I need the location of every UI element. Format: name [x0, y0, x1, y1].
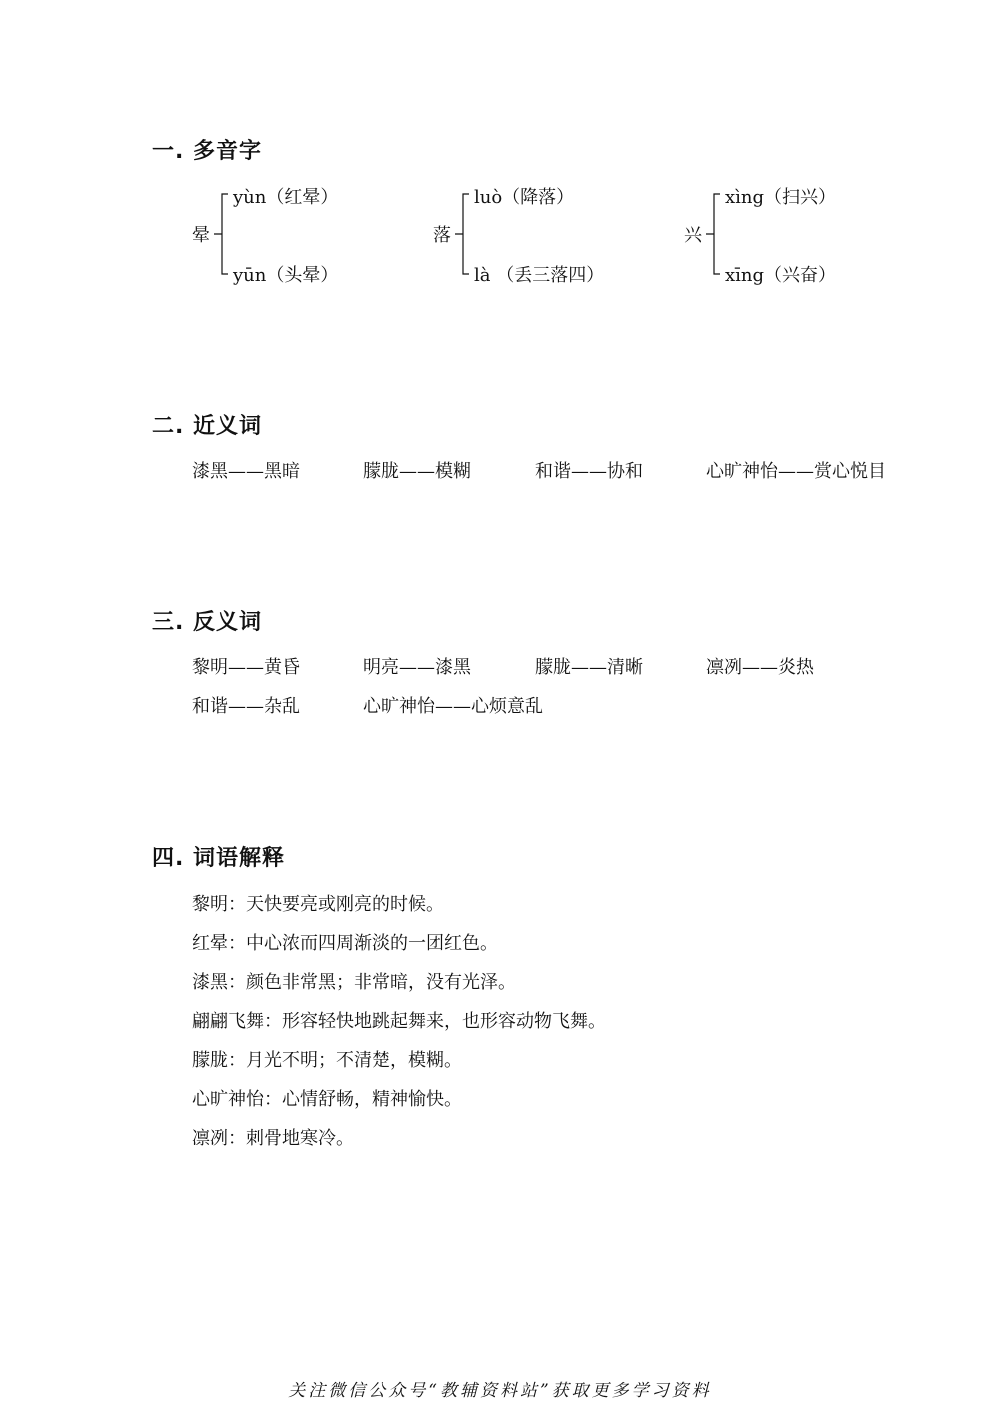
- pinyin-reading-bottom: yūn（头晕）: [233, 265, 339, 286]
- pinyin-reading-top: yùn（红晕）: [233, 187, 339, 208]
- pinyin-reading-top: xìng（扫兴）: [725, 187, 837, 208]
- antonym-pair: 凛冽——炎热: [706, 657, 814, 678]
- definition-item: 凛冽：刺骨地寒冷。: [192, 1128, 354, 1149]
- brace-icon: [453, 190, 471, 282]
- antonym-pair: 朦胧——清晰: [535, 657, 643, 678]
- antonym-pair: 明亮——漆黑: [363, 657, 471, 678]
- definition-item: 红晕：中心浓而四周渐淡的一团红色。: [192, 933, 498, 954]
- section-title-polyphonic: 一. 多音字: [152, 139, 263, 164]
- definition-item: 翩翩飞舞：形容轻快地跳起舞来，也形容动物飞舞。: [192, 1011, 606, 1032]
- antonym-pair: 心旷神怡——心烦意乱: [363, 696, 543, 717]
- polyphonic-char: 兴: [684, 225, 702, 246]
- pinyin-reading-bottom: xīng（兴奋）: [725, 265, 837, 286]
- synonym-pair: 和谐——协和: [535, 461, 643, 482]
- synonym-pair: 心旷神怡——赏心悦目: [706, 461, 886, 482]
- section-title-antonyms: 三. 反义词: [152, 610, 263, 635]
- definition-item: 黎明：天快要亮或刚亮的时候。: [192, 894, 444, 915]
- definition-item: 漆黑：颜色非常黑；非常暗，没有光泽。: [192, 972, 516, 993]
- section-title-synonyms: 二. 近义词: [152, 414, 263, 439]
- definition-item: 心旷神怡：心情舒畅，精神愉快。: [192, 1089, 462, 1110]
- brace-icon: [212, 190, 230, 282]
- polyphonic-char: 晕: [192, 225, 210, 246]
- section-title-definitions: 四. 词语解释: [152, 846, 286, 871]
- polyphonic-char: 落: [433, 225, 451, 246]
- synonym-pair: 朦胧——模糊: [363, 461, 471, 482]
- definition-item: 朦胧：月光不明；不清楚，模糊。: [192, 1050, 462, 1071]
- footer-note: 关注微信公众号“教辅资料站”获取更多学习资料: [288, 1381, 712, 1401]
- antonym-pair: 和谐——杂乱: [192, 696, 300, 717]
- pinyin-reading-bottom: là （丢三落四）: [474, 265, 605, 286]
- pinyin-reading-top: luò（降落）: [474, 187, 575, 208]
- brace-icon: [704, 190, 722, 282]
- synonym-pair: 漆黑——黑暗: [192, 461, 300, 482]
- antonym-pair: 黎明——黄昏: [192, 657, 300, 678]
